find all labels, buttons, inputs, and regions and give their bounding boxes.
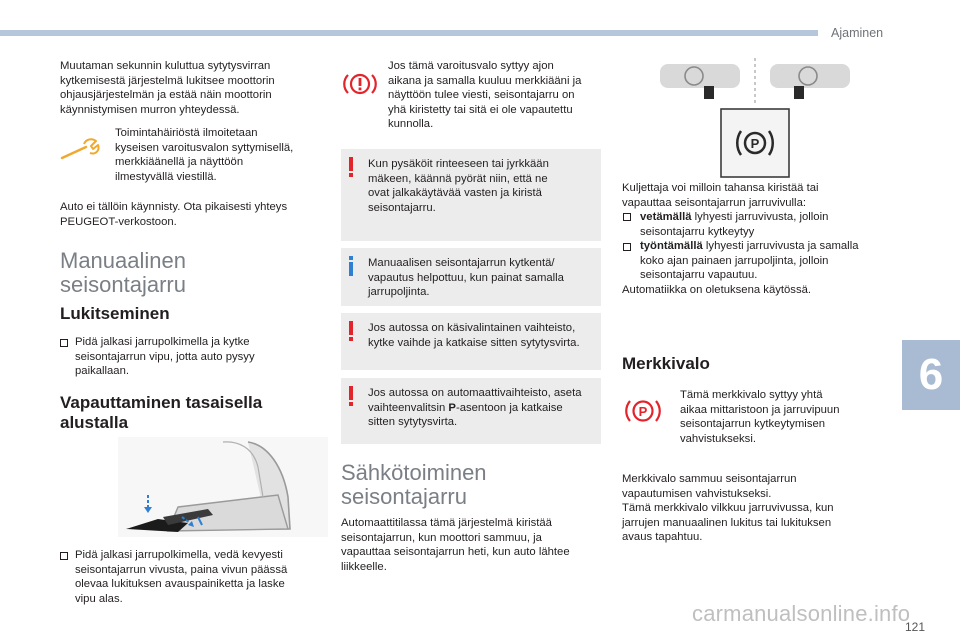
section-title: Ajaminen — [831, 26, 884, 40]
no-start-note: Auto ei tällöin käynnisty. Ota pikaisesti yhteys PEUGEOT-verkostoon. — [60, 201, 288, 228]
manual-gearbox-warning: Jos autossa on käsivalintainen vaihteisto, kytke vaihde ja katkaise sitten sytytysvirta. — [341, 313, 601, 370]
bullet-marker — [60, 552, 68, 560]
bullet-marker — [60, 339, 68, 347]
indicator-off-text: Merkkivalo sammuu seisontajarrun vapautumisen vahvistukseksi. Tämä merkkivalo vilkkuu jarruvivussa, kun jarrujen manuaalinen lukitus tai lukituksen avaus tapahtuu. — [622, 473, 834, 544]
fault-note: Toimintahäiriöstä ilmoitetaan kyseisen varoitusvalon syttymisellä, merkkiäänellä ja näyttöön ilmestyvällä viestillä. — [115, 127, 294, 183]
automatic-gearbox-warning: Jos autossa on automaattivaihteisto, aseta vaihteenvalitsin P-asentoon ja katkaise sitten sytytysvirta. — [341, 378, 601, 444]
locking-heading: Lukitseminen — [60, 304, 170, 323]
indicator-text: Tämä merkkivalo syttyy yhtä aikaa mittaristoon ja jarruvipuun seisontajarrun kytkeytymisen vahvistukseksi. — [680, 389, 840, 445]
brake-pedal-info: Manuaalisen seisontajarrun kytkentä/ vapautus helpottuu, kun painat samalla jarrupoljinta. — [341, 248, 601, 306]
steering-wheels-illustration — [660, 58, 850, 103]
manual-brake-heading: Manuaalinen seisontajarru — [60, 248, 186, 297]
exclamation-icon — [349, 321, 354, 341]
electric-brake-text: Automaattitilassa tämä järjestelmä kiristää seisontajarrun, kun moottori sammuu, ja vapauttaa seisontajarrun heti, kun auto lähtee liikkeelle. — [341, 517, 570, 573]
svg-text:P: P — [638, 404, 648, 419]
bullet-marker — [623, 243, 631, 251]
wrench-icon — [60, 138, 102, 162]
immobiliser-intro: Muutaman sekunnin kuluttua sytytysvirran kytkemisestä järjestelmä lukitsee moottorin ohjausjärjestelmän ja estää näin moottorin käynnistymisen murron yhteydessä. — [60, 60, 275, 116]
release-step: Pidä jalkasi jarrupolkimella, vedä kevyesti seisontajarrun vivusta, paina vivun päässä olevaa lukituksen avauspainiketta ja laske vipu alas. — [75, 549, 288, 605]
electric-brake-heading: Sähkötoiminen seisontajarru — [341, 460, 487, 509]
seat-pedal-illustration — [118, 437, 328, 537]
warning-light-text: Jos tämä varoitusvalo syttyy ajon aikana ja samalla kuuluu merkkiääni ja näyttöön tulee viesti, seisontajarru on yhä kiristetty tai sitä ei ole vapautettu kunnolla. — [388, 60, 582, 131]
indicator-heading: Merkkivalo — [622, 354, 710, 373]
push-instruction: työntämällä lyhyesti jarruvivusta ja samalla koko ajan painaen jarrupoljinta, jolloin seisontajarru vapautuu. — [640, 240, 859, 282]
parking-brake-icon — [720, 108, 790, 178]
svg-text:P: P — [750, 136, 760, 151]
slope-parking-warning: Kun pysäköit rinteeseen tai jyrkkään mäkeen, käännä pyörät niin, että ne ovat jalkakäytävää vasten ja kiristä seisontajarru. — [341, 149, 601, 241]
watermark: carmanualsonline.info — [692, 601, 911, 626]
auto-default-note: Automatiikka on oletuksena käytössä. — [622, 284, 812, 296]
info-icon — [349, 256, 354, 276]
pull-instruction: vetämällä lyhyesti jarruvivusta, jolloin seisontajarru kytkeytyy — [640, 211, 829, 238]
header-accent-bar — [0, 30, 818, 36]
chapter-number: 6 — [918, 350, 944, 399]
parking-brake-indicator-icon — [621, 396, 665, 426]
bullet-marker — [623, 213, 631, 221]
page-number: 121 — [905, 620, 926, 634]
locking-step: Pidä jalkasi jarrupolkimella ja kytke seisontajarrun vipu, jotta auto pysyy paikallaan. — [75, 336, 255, 378]
release-heading: Vapauttaminen tasaisella alustalla — [60, 393, 263, 432]
exclamation-icon — [349, 386, 354, 406]
lever-intro: Kuljettaja voi milloin tahansa kiristää tai vapauttaa seisontajarrun jarruvivulla: — [622, 182, 819, 209]
exclamation-icon — [349, 157, 354, 177]
brake-warning-icon — [342, 71, 378, 97]
